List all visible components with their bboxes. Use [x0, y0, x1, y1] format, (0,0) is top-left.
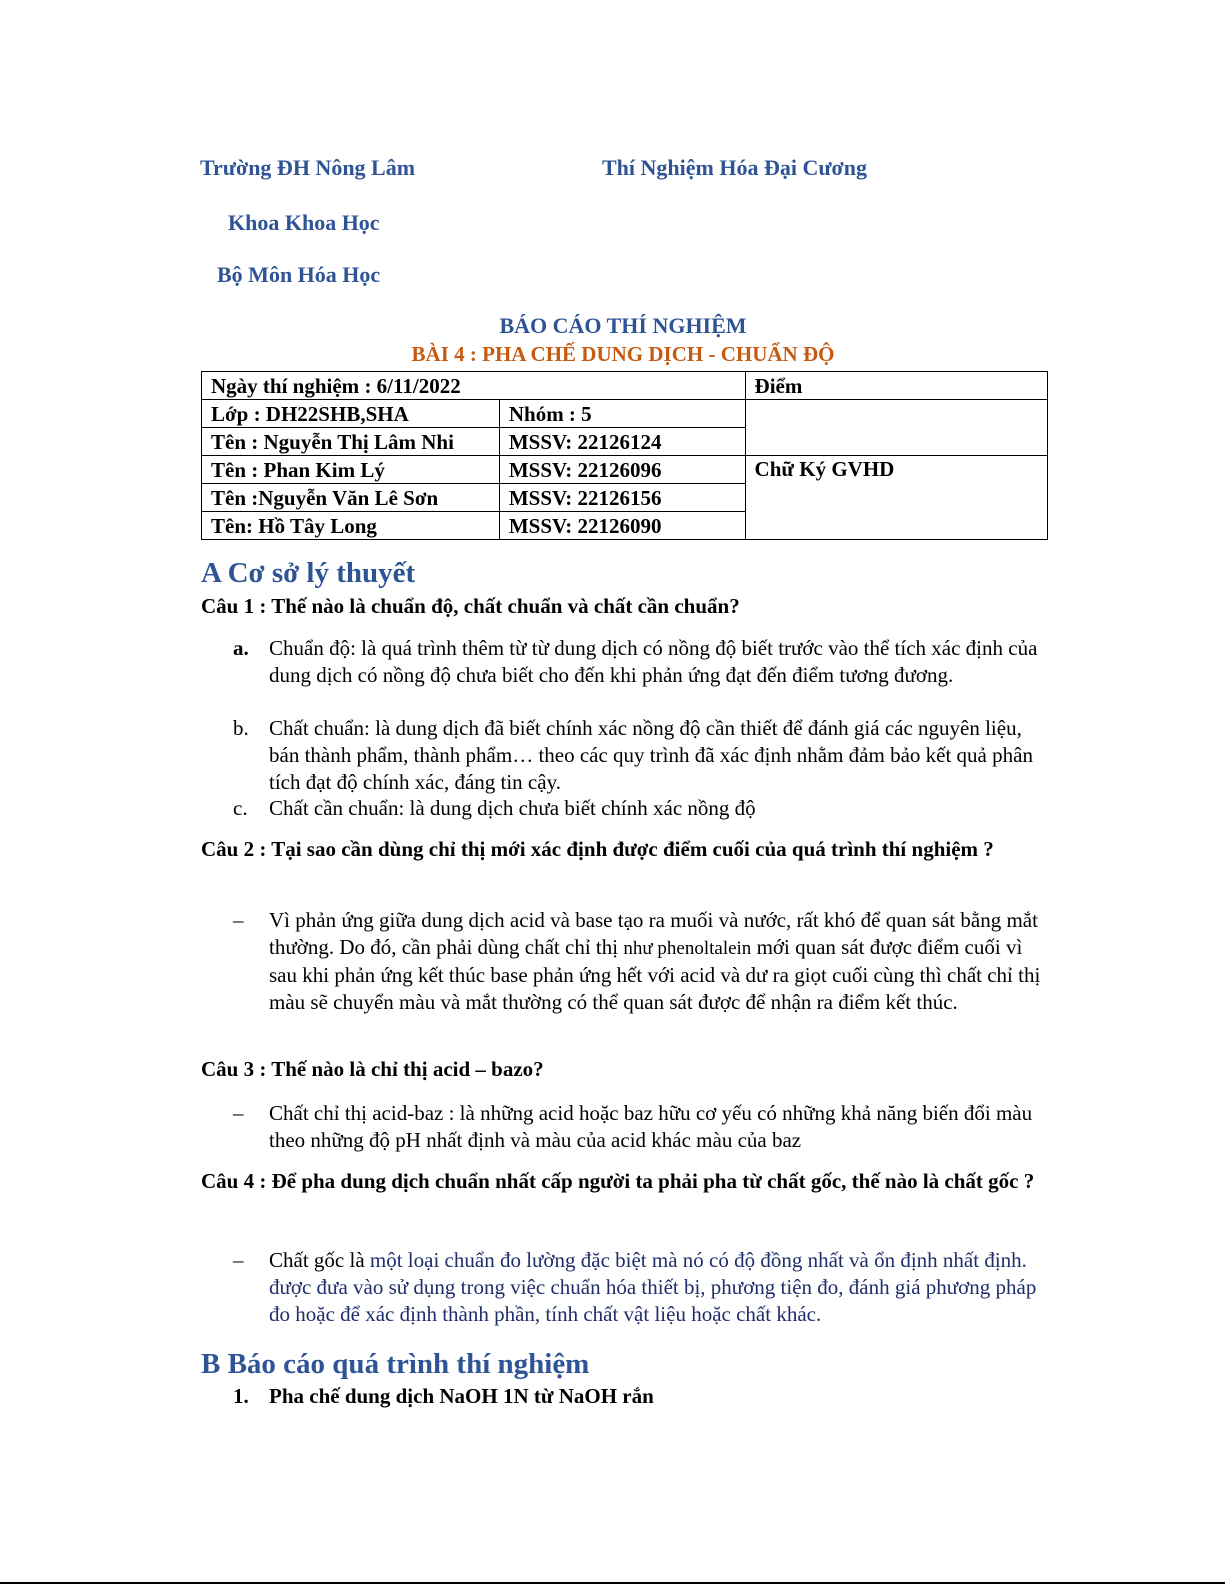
student-name: Tên : Nguyễn Thị Lâm Nhi	[202, 428, 500, 456]
question-4: Câu 4 : Để pha dung dịch chuẩn nhất cấp người ta phải pha từ chất gốc, thế nào là chất gốc ?	[201, 1169, 1035, 1193]
list-item	[233, 795, 1053, 822]
answer-text-small: như phenoltalein	[623, 938, 752, 959]
date-cell	[202, 372, 746, 400]
section-b-heading: B Báo cáo quá trình thí nghiệm	[201, 1348, 590, 1380]
score-label: Điểm	[745, 372, 1047, 400]
answer-text	[269, 907, 1053, 1016]
department-name: Bộ Môn Hóa Học	[217, 262, 381, 287]
student-name: Tên :Nguyễn Văn Lê Sơn	[202, 484, 500, 512]
list-item	[233, 1100, 1053, 1154]
faculty-name: Khoa Khoa Học	[228, 210, 380, 235]
date-label: Ngày thí nghiệm	[211, 373, 360, 398]
student-name: Tên : Phan Kim Lý	[202, 456, 500, 484]
list-marker: –	[233, 908, 244, 932]
student-id: MSSV: 22126124	[499, 428, 745, 456]
question-1: Câu 1 : Thế nào là chuẩn độ, chất chuẩn và chất cần chuẩn?	[201, 594, 740, 618]
list-marker: a.	[233, 636, 249, 660]
list-marker: –	[233, 1248, 244, 1272]
school-name: Trường ĐH Nông Lâm	[200, 155, 416, 180]
list-marker: –	[233, 1101, 244, 1125]
list-marker: 1.	[233, 1384, 249, 1408]
lab-title: BÀI 4 : PHA CHẾ DUNG DỊCH - CHUẨN ĐỘ	[411, 342, 835, 366]
info-table	[201, 371, 1048, 540]
answer-text: Chất cần chuẩn: là dung dịch chưa biết chính xác nồng độ	[269, 796, 756, 820]
question-2: Câu 2 : Tại sao cần dùng chỉ thị mới xác định được điểm cuối của quá trình thí nghiệm ?	[201, 837, 994, 861]
answer-text: Chất chuẩn: là dung dịch đã biết chính xác nồng độ cần thiết để đánh giá các nguyên liệu, bán thành phẩm, thành phẩm… theo các quy trình đã xác định nhằm đảm bảo kết quả phân tích đạt độ chính xác, đáng tin cậy.	[269, 716, 1033, 794]
signature-box	[745, 456, 1047, 540]
date-value: : 6/11/2022	[359, 373, 461, 398]
list-item	[233, 1383, 1053, 1410]
answer-text-part: một loại chuẩn đo lường đặc biệt mà nó có độ đồng nhất và ổn định nhất định. được đưa vào sử dụng trong việc chuẩn hóa thiết bị, phương tiện đo, đánh giá phương pháp đo hoặc để xác định thành phần, tính chất vật liệu hoặc chất khác.	[269, 1248, 1037, 1326]
list-marker: b.	[233, 716, 249, 740]
table-row	[202, 400, 1048, 428]
list-item	[233, 907, 1053, 1016]
page-divider	[0, 1582, 1225, 1584]
report-title: BÁO CÁO THÍ NGHIỆM	[499, 313, 747, 338]
student-id: MSSV: 22126156	[499, 484, 745, 512]
student-name: Tên: Hồ Tây Long	[202, 512, 500, 540]
answer-text-part: Vì phản ứng giữa dung dịch acid và base tạo ra muối và nước, rất khó để quan sát bằng mắt thường. Do đó, cần phải dùng chất chỉ thị	[269, 908, 1038, 959]
signature-label: Chữ Ký GVHD	[754, 457, 895, 481]
group-cell: Nhóm : 5	[499, 400, 745, 428]
table-row	[202, 456, 1048, 484]
answer-text: Chất chỉ thị acid-baz : là những acid hoặc baz hữu cơ yếu có những khả năng biến đổi màu theo những độ pH nhất định và màu của acid khác màu của baz	[269, 1101, 1033, 1152]
step-title: Pha chế dung dịch NaOH 1N từ NaOH rắn	[269, 1384, 654, 1408]
answer-text-part: mới quan sát được điểm cuối vì sau khi phản ứng kết thúc base phản ứng hết với acid và dư ra giọt cuối cùng thì chất chỉ thị màu sẽ chuyển màu và mắt thường có thể quan sát được để nhận ra điểm kết thúc.	[269, 935, 1041, 1014]
list-item	[233, 635, 1053, 689]
answer-text: Chuẩn độ: là quá trình thêm từ từ dung dịch có nồng độ biết trước vào thể tích xác định của dung dịch có nồng độ chưa biết cho đến khi phản ứng đạt đến điểm tương đương.	[269, 636, 1038, 687]
table-row	[202, 372, 1048, 400]
course-name: Thí Nghiệm Hóa Đại Cương	[602, 155, 867, 180]
list-item	[233, 1247, 1053, 1328]
student-id: MSSV: 22126096	[499, 456, 745, 484]
answer-text	[269, 1247, 1053, 1328]
student-id: MSSV: 22126090	[499, 512, 745, 540]
list-marker: c.	[233, 796, 248, 820]
class-cell: Lớp : DH22SHB,SHA	[202, 400, 500, 428]
score-box	[745, 400, 1047, 456]
list-item	[233, 715, 1053, 796]
question-3: Câu 3 : Thế nào là chỉ thị acid – bazo?	[201, 1057, 544, 1081]
answer-text-part: Chất gốc là	[269, 1248, 370, 1272]
section-a-heading: A Cơ sở lý thuyết	[201, 557, 416, 589]
